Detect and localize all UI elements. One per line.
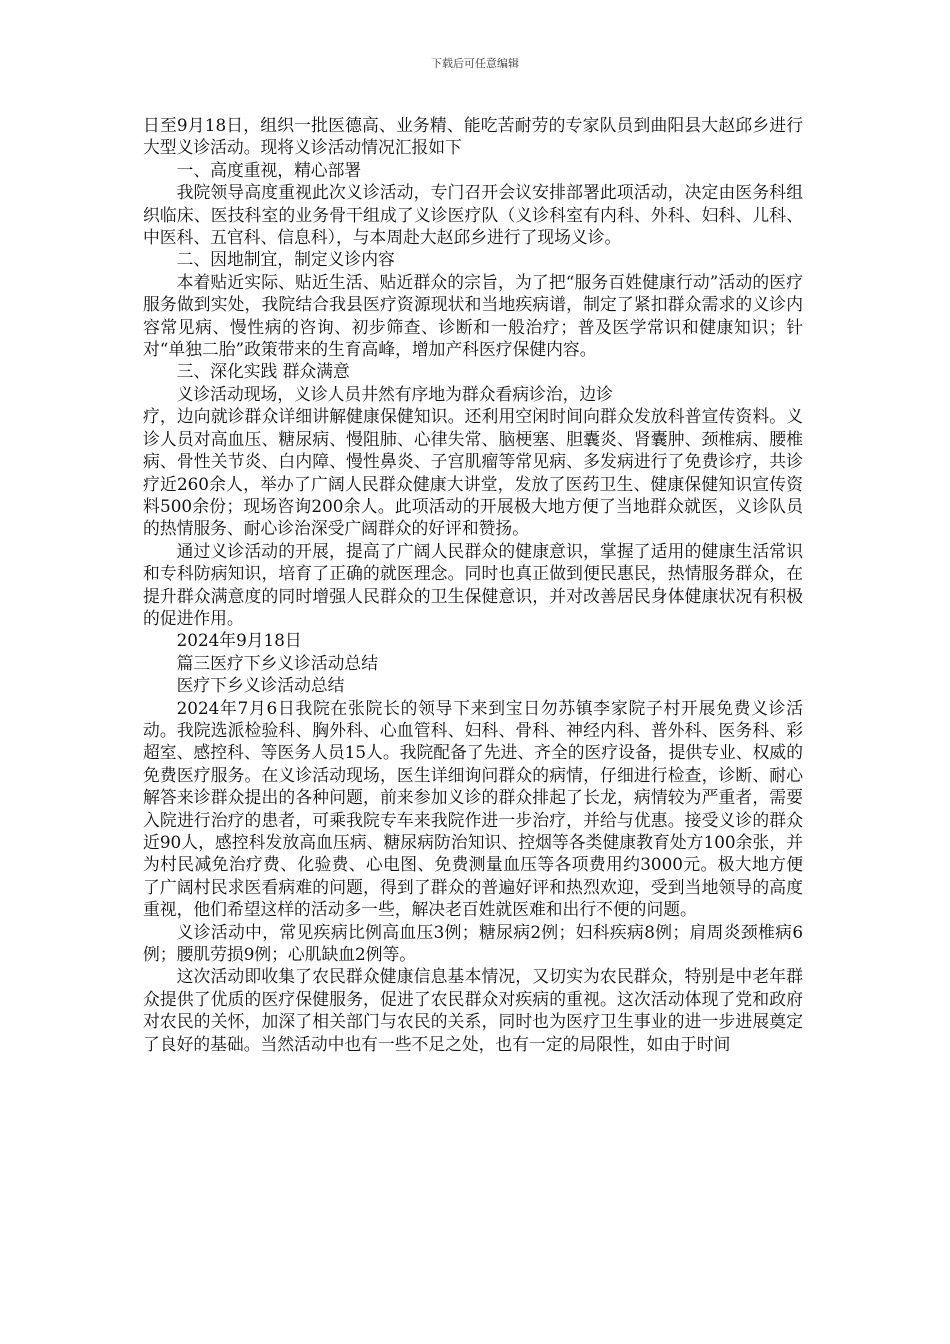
paragraph: 我院领导高度重视此次义诊活动，专门召开会议安排部署此项活动，决定由医务科组织临床、医技科室的业务骨干组成了义诊医疗队（义诊科室有内科、外科、妇科、儿科、中医科、五官科、信息科），与本周赴大赵邱乡进行了现场义诊。 (143, 182, 803, 248)
document-title: 医疗下乡义诊活动总结 (176, 675, 345, 696)
section-title: 篇三医疗下乡义诊活动总结 (176, 652, 378, 673)
paragraph: 通过义诊活动的开展，提高了广阔人民群众的健康意识，掌握了适用的健康生活常识和专科防病知识，培育了正确的就医理念。同时也真正做到便民惠民，热情服务群众，在提升群众满意度的同时增强人民群众的卫生保健意识，并对改善居民身体健康状况有积极的促进作用。 (143, 540, 803, 628)
paragraph: 2024年7月6日我院在张院长的领导下来到宝日勿苏镇李家院子村开展免费义诊活动。我院选派检验科、胸外科、心血管科、妇科、骨科、神经内科、普外科、医务科、彩超室、感控科、等医务人员15人。我院配备了先进、齐全的医疗设备，提供专业、权威的免费医疗服务。在义诊活动现场，医生详细询问群众的病情，仔细进行检查，诊断、耐心解答来诊群众提出的各种问题，前来参加义诊的群众排起了长龙，病情较为严重者，需要入院进行治疗的患者，可乘我院专车来我院作进一步治疗，并给与优惠。接受义诊的群众近90人，感控科发放高血压病、糖尿病防治知识、控烟等各类健康教育处方100余张，并为村民减免治疗费、化验费、心电图、免费测量血压等各项费用约3000元。极大地方便了广阔村民求医看病难的问题，得到了群众的普遍好评和热烈欢迎，受到当地领导的高度重视，他们希望这样的活动多一些，解决老百姓就医难和出行不便的问题。 (143, 697, 803, 920)
paragraph: 本着贴近实际、贴近生活、贴近群众的宗旨，为了把“服务百姓健康行动”活动的医疗服务做到实处，我院结合我县医疗资源现状和当地疾病谱，制定了紧扣群众需求的义诊内容常见病、慢性病的咨询、初步筛查、诊断和一般治疗；普及医学常识和健康知识；针对“单独二胎”政策带来的生育高峰，增加产科医疗保健内容。 (143, 271, 803, 360)
paragraph: 疗，边向就诊群众详细讲解健康保健知识。还利用空闲时间向群众发放科普宣传资料。义诊人员对高血压、糖尿病、慢阻肺、心律失常、脑梗塞、胆囊炎、肾囊肿、颈椎病、腰椎病、骨性关节炎、白内障、慢性鼻炎、子宫肌瘤等常见病、多发病进行了免费诊疗，共诊疗近260余人，举办了广阔人民群众健康大讲堂，发放了医药卫生、健康保健知识宣传资料500余份；现场咨询200余人。此项活动的开展极大地方便了当地群众就医，义诊队员的热情服务、耐心诊治深受广阔群众的好评和赞扬。 (143, 406, 803, 539)
paragraph: 义诊活动中，常见疾病比例高血压3例；糖尿病2例；妇科疾病8例；肩周炎颈椎病6例；腰肌劳损9例；心肌缺血2例等。 (143, 921, 803, 965)
paragraph-intro: 日至9月18日，组织一批医德高、业务精、能吃苦耐劳的专家队员到曲阳县大赵邱乡进行大型义诊活动。现将义诊活动情况汇报如下 (143, 115, 803, 158)
paragraph: 义诊活动现场，义诊人员井然有序地为群众看病诊治，边诊 (176, 383, 613, 404)
page-header-note: 下载后可任意编辑 (431, 57, 519, 70)
document-body (143, 114, 803, 1055)
section-heading-3: 三、深化实践 群众满意 (176, 361, 350, 382)
section-heading-2: 二、因地制宜，制定义诊内容 (176, 249, 395, 270)
section-heading-1: 一、高度重视，精心部署 (176, 159, 362, 180)
date-line: 2024年9月18日 (176, 630, 302, 651)
paragraph: 这次活动即收集了农民群众健康信息基本情况，又切实为农民群众，特别是中老年群众提供了优质的医疗保健服务，促进了农民群众对疾病的重视。这次活动体现了党和政府对农民的关怀，加深了相关部门与农民的关系，同时也为医疗卫生事业的进一步进展奠定了良好的基础。当然活动中也有一些不足之处，也有一定的局限性，如由于时间 (143, 966, 803, 1054)
